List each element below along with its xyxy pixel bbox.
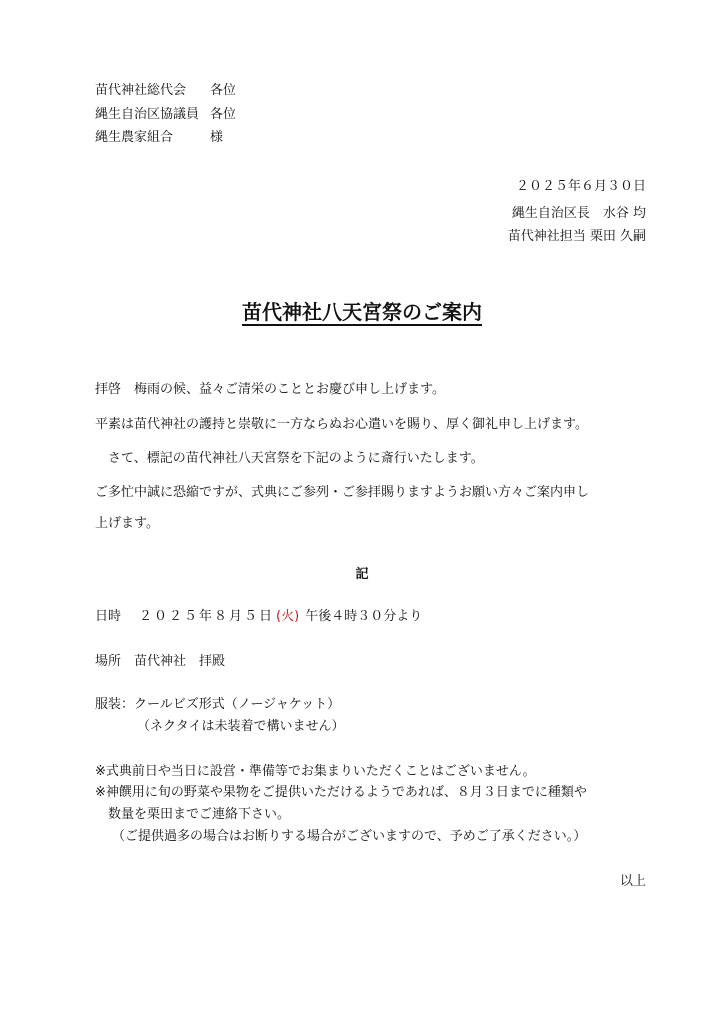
schedule-weekday: (火) [276,609,300,624]
recipient-line [95,84,236,97]
greeting-line: 上げます。 [95,516,159,531]
ki-heading: 記 [355,567,369,582]
note-line: ※神饌用に旬の野菜や果物をご提供いただけるようであれば、８月３日までに種類や [95,785,587,800]
schedule-date: ２０２５年８月５日 [139,609,275,624]
note-line: ※式典前日や当日に設営・準備等でお集まりいただくことはございません。 [95,764,536,779]
note-line: 数量を栗田までご連絡下さい。 [108,807,291,822]
recipient-line [95,108,236,121]
recipient-honorific: 様 [210,130,224,145]
recipient-name: 縄生自治区協議員 [95,107,200,122]
schedule-label: 日時 [95,609,122,624]
dress-line: 服装：クールビズ形式（ノージャケット） [95,697,341,712]
greeting-line: さて、標記の苗代神社八天宮祭を下記のように斎行いたします。 [95,451,484,466]
schedule-line [95,610,422,623]
page-title: 苗代神社八天宮祭のご案内 [242,300,482,324]
note-line: （ご提供過多の場合はお断りする場合がございますので、予めご了承ください。） [112,829,587,844]
sender-line: 縄生自治区長 水谷 均 [511,206,646,221]
schedule-time: 午後４時３０分より [305,609,423,624]
greeting-line: 拝啓 梅雨の候、益々ご清栄のこととお慶び申し上げます。 [95,382,445,397]
sender-line: 苗代神社担当 栗田 久嗣 [507,229,646,244]
recipient-honorific: 各位 [210,107,237,122]
recipient-honorific: 各位 [210,83,237,98]
place-line: 場所 苗代神社 拝殿 [95,654,226,669]
closing-mark: 以上 [619,874,646,889]
issue-date: ２０２５年６月３０日 [515,179,646,194]
recipient-name: 縄生農家組合 [95,130,174,145]
recipient-line [95,131,223,144]
greeting-line: 平素は苗代神社の護持と崇敬に一方ならぬお心遣いを賜り、厚く御礼申し上げます。 [95,417,588,432]
dress-note: （ネクタイは未装着で構いません） [137,719,345,734]
recipient-name: 苗代神社総代会 [95,83,187,98]
greeting-line: ご多忙中誠に恐縮ですが、式典にご参列・ご参拝賜りますようお願い方々ご案内申し [95,485,590,500]
